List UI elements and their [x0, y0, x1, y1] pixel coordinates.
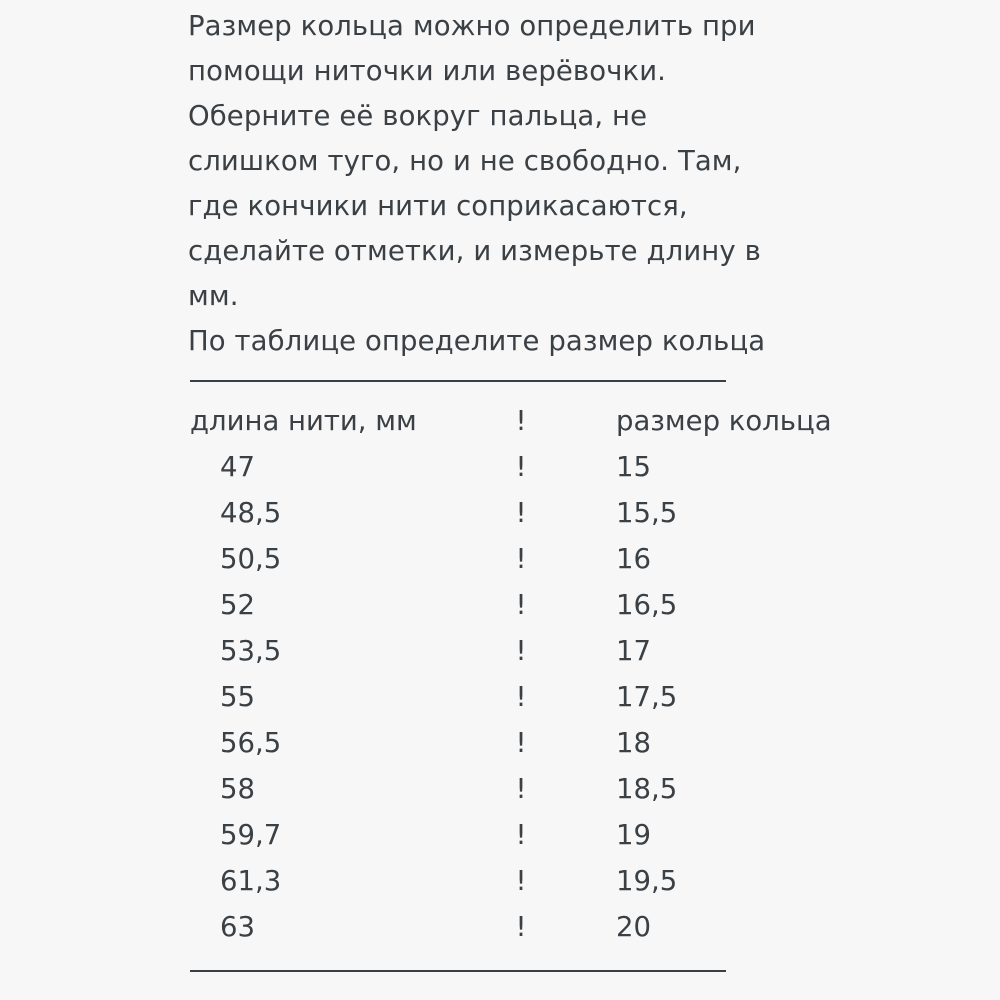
table-row: [188, 812, 888, 858]
cell-separator: !: [515, 727, 527, 759]
table-row: [188, 858, 888, 904]
table-row: [188, 582, 888, 628]
cell-thread-length: 50,5: [220, 543, 282, 575]
intro-line: слишком туго, но и не свободно. Там,: [188, 145, 742, 177]
intro-line: где кончики нити соприкасаются,: [188, 190, 688, 222]
cell-ring-size: 18: [616, 727, 651, 759]
intro-line: мм.: [188, 280, 239, 312]
column-header-ring-size: размер кольца: [616, 405, 832, 437]
table-row: [188, 720, 888, 766]
cell-ring-size: 15,5: [616, 497, 678, 529]
cell-thread-length: 58: [220, 773, 255, 805]
document-content: [188, 0, 888, 972]
intro-line: Размер кольца можно определить при: [188, 10, 756, 42]
intro-line: По таблице определите размер кольца: [188, 325, 766, 357]
table-row: [188, 490, 888, 536]
cell-thread-length: 55: [220, 681, 255, 713]
cell-separator: !: [515, 497, 527, 529]
cell-thread-length: 61,3: [220, 865, 282, 897]
table-row: [188, 766, 888, 812]
cell-ring-size: 16: [616, 543, 651, 575]
cell-thread-length: 63: [220, 911, 255, 943]
column-separator: !: [515, 405, 527, 437]
cell-thread-length: 59,7: [220, 819, 282, 851]
cell-thread-length: 53,5: [220, 635, 282, 667]
cell-separator: !: [515, 543, 527, 575]
cell-ring-size: 19,5: [616, 865, 678, 897]
ring-size-table: [188, 398, 888, 950]
column-header-thread-length: длина нити, мм: [190, 405, 417, 437]
cell-ring-size: 19: [616, 819, 651, 851]
intro-line: Оберните её вокруг пальца, не: [188, 100, 648, 132]
cell-thread-length: 48,5: [220, 497, 282, 529]
table-row: [188, 904, 888, 950]
intro-line: сделайте отметки, и измерьте длину в: [188, 235, 761, 267]
cell-separator: !: [515, 589, 527, 621]
divider-top: [190, 380, 726, 382]
table-header-row: [188, 398, 888, 444]
intro-paragraph: [188, 0, 888, 364]
cell-thread-length: 56,5: [220, 727, 282, 759]
cell-separator: !: [515, 819, 527, 851]
cell-ring-size: 15: [616, 451, 651, 483]
table-row: [188, 674, 888, 720]
cell-thread-length: 52: [220, 589, 255, 621]
cell-separator: !: [515, 635, 527, 667]
cell-ring-size: 16,5: [616, 589, 678, 621]
table-row: [188, 536, 888, 582]
cell-separator: !: [515, 865, 527, 897]
cell-ring-size: 17,5: [616, 681, 678, 713]
cell-separator: !: [515, 681, 527, 713]
cell-separator: !: [515, 773, 527, 805]
cell-separator: !: [515, 911, 527, 943]
cell-ring-size: 17: [616, 635, 651, 667]
cell-separator: !: [515, 451, 527, 483]
table-row: [188, 628, 888, 674]
cell-ring-size: 18,5: [616, 773, 678, 805]
cell-thread-length: 47: [220, 451, 255, 483]
intro-line: помощи ниточки или верёвочки.: [188, 55, 667, 87]
cell-ring-size: 20: [616, 911, 651, 943]
table-row: [188, 444, 888, 490]
divider-bottom: [190, 970, 726, 972]
